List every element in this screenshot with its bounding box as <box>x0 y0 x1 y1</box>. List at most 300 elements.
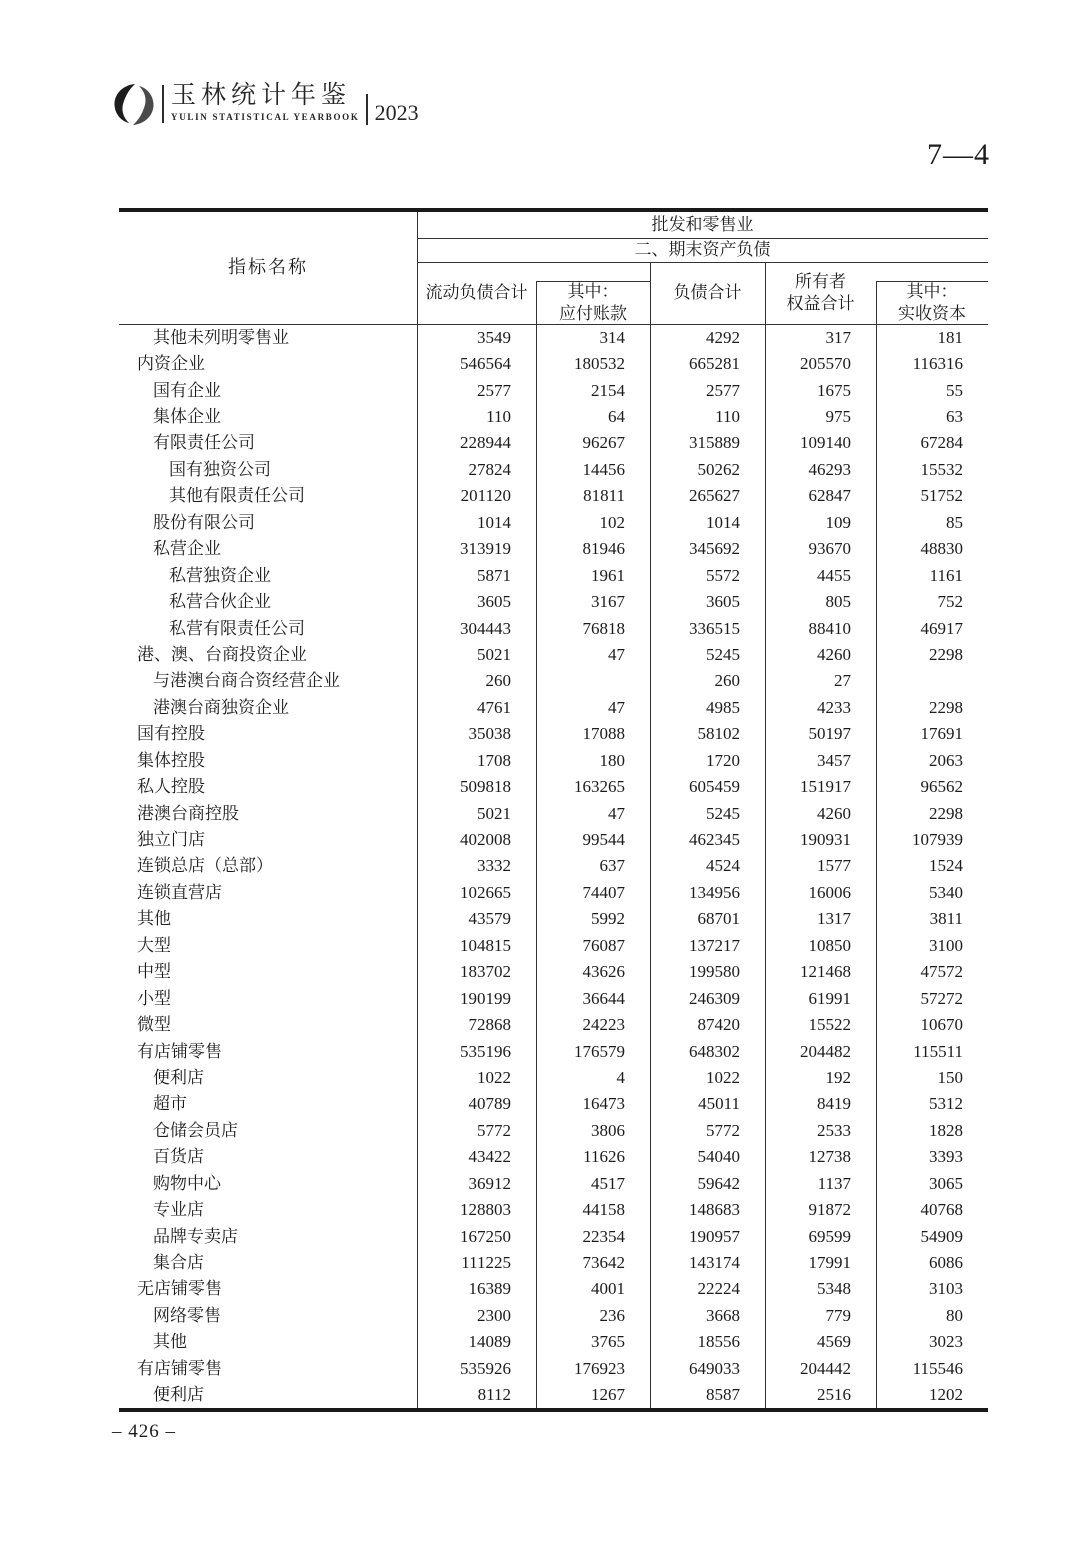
cell-paid-in-capital: 67284 <box>920 433 963 453</box>
cell-owners-equity: 15522 <box>808 1015 851 1035</box>
table-row <box>119 1091 988 1117</box>
cell-current-liabilities: 190199 <box>460 988 511 1008</box>
table-row <box>119 800 988 826</box>
table-row <box>119 641 988 667</box>
row-label: 网络零售 <box>153 1305 221 1325</box>
cell-accounts-payable: 5992 <box>591 909 625 929</box>
cell-owners-equity: 88410 <box>808 618 851 638</box>
cell-accounts-payable: 180 <box>599 750 625 770</box>
page-number: – 426 – <box>112 1421 176 1442</box>
row-label: 港、澳、台商投资企业 <box>137 644 307 664</box>
cell-owners-equity: 4569 <box>817 1332 851 1352</box>
cell-current-liabilities: 4761 <box>477 697 511 717</box>
cell-owners-equity: 91872 <box>808 1200 851 1220</box>
cell-owners-equity: 205570 <box>800 354 851 374</box>
cell-paid-in-capital: 17691 <box>920 724 963 744</box>
cell-accounts-payable: 47 <box>608 803 625 823</box>
cell-paid-in-capital: 3103 <box>929 1279 963 1299</box>
cell-accounts-payable: 16473 <box>582 1094 625 1114</box>
header-accounts-payable: 其中： 应付账款 <box>559 281 627 323</box>
cell-current-liabilities: 43579 <box>468 909 511 929</box>
cell-total-liabilities: 336515 <box>689 618 740 638</box>
cell-paid-in-capital: 116316 <box>912 354 963 374</box>
header-current-liabilities: 流动负债合计 <box>425 283 528 303</box>
table-row <box>119 721 988 747</box>
cell-accounts-payable: 11626 <box>583 1147 625 1167</box>
cell-total-liabilities: 22224 <box>697 1279 740 1299</box>
cell-accounts-payable: 22354 <box>582 1226 625 1246</box>
cell-paid-in-capital: 57272 <box>920 988 963 1008</box>
row-label: 购物中心 <box>153 1173 221 1193</box>
cell-paid-in-capital: 1161 <box>929 565 963 585</box>
cell-current-liabilities: 27824 <box>468 459 511 479</box>
cell-current-liabilities: 2300 <box>477 1305 511 1325</box>
cell-current-liabilities: 183702 <box>460 962 511 982</box>
row-label: 有店铺零售 <box>137 1041 222 1061</box>
table-row <box>119 483 988 509</box>
cell-accounts-payable: 47 <box>608 697 625 717</box>
cell-total-liabilities: 462345 <box>689 830 740 850</box>
cell-owners-equity: 2533 <box>817 1120 851 1140</box>
row-label: 大型 <box>137 935 171 955</box>
cell-owners-equity: 27 <box>834 671 851 691</box>
cell-paid-in-capital: 5340 <box>929 882 963 902</box>
table-row <box>119 350 988 376</box>
yearbook-year: 2023 <box>374 100 419 125</box>
row-label: 独立门店 <box>137 830 205 850</box>
table-row <box>119 430 988 456</box>
header-indicator-name: 指标名称 <box>228 257 308 278</box>
cell-paid-in-capital: 10670 <box>920 1015 963 1035</box>
table-row <box>119 747 988 773</box>
cell-total-liabilities: 665281 <box>689 354 740 374</box>
cell-total-liabilities: 4292 <box>706 327 740 347</box>
cell-accounts-payable: 81811 <box>583 486 625 506</box>
cell-current-liabilities: 111225 <box>461 1253 511 1273</box>
table-row <box>119 562 988 588</box>
cell-total-liabilities: 110 <box>715 407 740 427</box>
cell-current-liabilities: 3549 <box>477 327 511 347</box>
cell-current-liabilities: 8112 <box>477 1385 511 1405</box>
cell-total-liabilities: 137217 <box>689 935 740 955</box>
cell-accounts-payable: 176579 <box>574 1041 625 1061</box>
cell-current-liabilities: 167250 <box>460 1226 511 1246</box>
cell-current-liabilities: 5021 <box>477 803 511 823</box>
table-row <box>119 773 988 799</box>
row-label: 集合店 <box>153 1253 204 1273</box>
cell-owners-equity: 2516 <box>817 1385 851 1405</box>
table-row <box>119 1038 988 1064</box>
table-row <box>119 1276 988 1302</box>
cell-paid-in-capital: 2298 <box>929 644 963 664</box>
cell-owners-equity: 1675 <box>817 380 851 400</box>
cell-owners-equity: 779 <box>825 1305 851 1325</box>
cell-current-liabilities: 128803 <box>460 1200 511 1220</box>
cell-total-liabilities: 4524 <box>706 856 740 876</box>
cell-paid-in-capital: 47572 <box>920 962 963 982</box>
cell-paid-in-capital: 2298 <box>929 803 963 823</box>
cell-paid-in-capital: 3023 <box>929 1332 963 1352</box>
row-label: 其他 <box>153 1332 187 1352</box>
cell-total-liabilities: 605459 <box>689 777 740 797</box>
cell-paid-in-capital: 54909 <box>920 1226 963 1246</box>
cell-paid-in-capital: 3100 <box>929 935 963 955</box>
statistics-table <box>119 208 988 1412</box>
table-row <box>119 1064 988 1090</box>
cell-current-liabilities: 2577 <box>477 380 511 400</box>
cell-owners-equity: 3457 <box>817 750 851 770</box>
cell-current-liabilities: 14089 <box>468 1332 511 1352</box>
row-label: 私营企业 <box>153 539 221 559</box>
cell-accounts-payable: 1961 <box>591 565 625 585</box>
cell-total-liabilities: 649033 <box>689 1358 740 1378</box>
cell-paid-in-capital: 46917 <box>920 618 963 638</box>
cell-owners-equity: 1577 <box>817 856 851 876</box>
cell-paid-in-capital: 48830 <box>920 539 963 559</box>
cell-total-liabilities: 58102 <box>697 724 740 744</box>
cell-paid-in-capital: 15532 <box>920 459 963 479</box>
table-row <box>119 906 988 932</box>
cell-owners-equity: 805 <box>825 592 851 612</box>
cell-current-liabilities: 5871 <box>477 565 511 585</box>
cell-accounts-payable: 14456 <box>582 459 625 479</box>
table-row <box>119 1302 988 1328</box>
table-row <box>119 879 988 905</box>
row-label: 便利店 <box>153 1067 204 1087</box>
row-label: 微型 <box>137 1015 171 1035</box>
cell-total-liabilities: 87420 <box>697 1015 740 1035</box>
cell-current-liabilities: 1014 <box>477 512 511 532</box>
cell-total-liabilities: 2577 <box>706 380 740 400</box>
row-label: 百货店 <box>153 1147 204 1167</box>
cell-paid-in-capital: 63 <box>946 407 963 427</box>
cell-current-liabilities: 1708 <box>477 750 511 770</box>
cell-total-liabilities: 5772 <box>706 1120 740 1140</box>
cell-paid-in-capital: 107939 <box>912 830 963 850</box>
row-label: 其他未列明零售业 <box>153 327 289 347</box>
cell-current-liabilities: 104815 <box>460 935 511 955</box>
cell-current-liabilities: 43422 <box>468 1147 511 1167</box>
row-label: 与港澳台商合资经营企业 <box>153 671 340 691</box>
header-group: 批发和零售业 <box>651 215 754 235</box>
cell-paid-in-capital: 115546 <box>912 1358 963 1378</box>
row-label: 股份有限公司 <box>153 512 255 532</box>
table-row <box>119 1382 988 1408</box>
cell-owners-equity: 16006 <box>808 882 851 902</box>
cell-owners-equity: 4260 <box>817 644 851 664</box>
row-label: 港澳台商控股 <box>137 803 239 823</box>
cell-owners-equity: 109140 <box>800 433 851 453</box>
table-row <box>119 1329 988 1355</box>
cell-current-liabilities: 201120 <box>460 486 511 506</box>
cell-current-liabilities: 228944 <box>460 433 511 453</box>
cell-owners-equity: 4233 <box>817 697 851 717</box>
table-body <box>119 324 988 1408</box>
cell-accounts-payable: 43626 <box>582 962 625 982</box>
cell-total-liabilities: 3605 <box>706 592 740 612</box>
cell-total-liabilities: 45011 <box>698 1094 740 1114</box>
cell-accounts-payable: 3765 <box>591 1332 625 1352</box>
cell-owners-equity: 975 <box>825 407 851 427</box>
table-row <box>119 536 988 562</box>
cell-paid-in-capital: 40768 <box>920 1200 963 1220</box>
cell-total-liabilities: 246309 <box>689 988 740 1008</box>
cell-total-liabilities: 5572 <box>706 565 740 585</box>
row-label: 国有控股 <box>137 724 205 744</box>
cell-total-liabilities: 345692 <box>689 539 740 559</box>
cell-current-liabilities: 36912 <box>468 1173 511 1193</box>
cell-paid-in-capital: 2298 <box>929 697 963 717</box>
cell-accounts-payable: 236 <box>599 1305 625 1325</box>
cell-owners-equity: 109 <box>825 512 851 532</box>
cell-accounts-payable: 314 <box>599 327 625 347</box>
table-row <box>119 1011 988 1037</box>
cell-total-liabilities: 648302 <box>689 1041 740 1061</box>
table-row <box>119 1144 988 1170</box>
cell-owners-equity: 93670 <box>808 539 851 559</box>
table-row <box>119 1117 988 1143</box>
cell-total-liabilities: 260 <box>714 671 740 691</box>
cell-paid-in-capital: 96562 <box>920 777 963 797</box>
cell-owners-equity: 12738 <box>808 1147 851 1167</box>
cell-owners-equity: 204482 <box>800 1041 851 1061</box>
table-row <box>119 1196 988 1222</box>
cell-accounts-payable: 3806 <box>591 1120 625 1140</box>
cell-total-liabilities: 1014 <box>706 512 740 532</box>
table-row <box>119 694 988 720</box>
cell-current-liabilities: 260 <box>485 671 511 691</box>
cell-owners-equity: 46293 <box>808 459 851 479</box>
cell-accounts-payable: 74407 <box>582 882 625 902</box>
table-row <box>119 1170 988 1196</box>
cell-current-liabilities: 3605 <box>477 592 511 612</box>
row-label: 集体控股 <box>137 750 205 770</box>
cell-owners-equity: 121468 <box>800 962 851 982</box>
row-label: 私人控股 <box>137 777 205 797</box>
cell-paid-in-capital: 85 <box>946 512 963 532</box>
cell-accounts-payable: 637 <box>599 856 625 876</box>
row-label: 中型 <box>137 962 171 982</box>
table-row <box>119 324 988 350</box>
cell-paid-in-capital: 51752 <box>920 486 963 506</box>
table-row <box>119 588 988 614</box>
cell-paid-in-capital: 752 <box>937 592 963 612</box>
cell-total-liabilities: 50262 <box>697 459 740 479</box>
cell-accounts-payable: 17088 <box>582 724 625 744</box>
cell-owners-equity: 62847 <box>808 486 851 506</box>
table-row <box>119 615 988 641</box>
header-owners-equity: 所有者 权益合计 <box>786 272 855 313</box>
row-label: 连锁总店（总部） <box>137 856 273 876</box>
cell-current-liabilities: 5021 <box>477 644 511 664</box>
header-total-liabilities: 负债合计 <box>673 283 742 303</box>
header-paid-in-capital: 其中： 实收资本 <box>898 281 966 323</box>
cell-owners-equity: 8419 <box>817 1094 851 1114</box>
row-label: 仓储会员店 <box>153 1120 238 1140</box>
row-label: 私营合伙企业 <box>169 592 271 612</box>
row-label: 私营独资企业 <box>169 565 271 585</box>
table-row <box>119 456 988 482</box>
table-row <box>119 377 988 403</box>
cell-accounts-payable: 99544 <box>582 830 625 850</box>
cell-current-liabilities: 313919 <box>460 539 511 559</box>
cell-current-liabilities: 40789 <box>468 1094 511 1114</box>
cell-paid-in-capital: 5312 <box>929 1094 963 1114</box>
row-label: 私营有限责任公司 <box>169 618 305 638</box>
cell-total-liabilities: 1022 <box>706 1067 740 1087</box>
cell-total-liabilities: 134956 <box>689 882 740 902</box>
cell-current-liabilities: 535196 <box>460 1041 511 1061</box>
cell-paid-in-capital: 6086 <box>929 1253 963 1273</box>
cell-owners-equity: 1137 <box>817 1173 851 1193</box>
row-label: 有店铺零售 <box>137 1358 222 1378</box>
cell-accounts-payable: 64 <box>608 407 625 427</box>
cell-owners-equity: 317 <box>825 327 851 347</box>
table-row <box>119 509 988 535</box>
table-row <box>119 985 988 1011</box>
cell-accounts-payable: 47 <box>608 644 625 664</box>
row-label: 其他有限责任公司 <box>169 486 305 506</box>
yearbook-logo-icon <box>112 82 156 126</box>
cell-paid-in-capital: 1202 <box>929 1385 963 1405</box>
brand-divider <box>162 85 164 123</box>
cell-total-liabilities: 54040 <box>697 1147 740 1167</box>
row-label: 国有企业 <box>153 380 221 400</box>
row-label: 港澳台商独资企业 <box>153 697 289 717</box>
table-row <box>119 826 988 852</box>
row-label: 小型 <box>137 988 171 1008</box>
cell-owners-equity: 10850 <box>808 935 851 955</box>
cell-paid-in-capital: 181 <box>937 327 963 347</box>
cell-owners-equity: 69599 <box>808 1226 851 1246</box>
cell-accounts-payable: 4 <box>616 1067 625 1087</box>
cell-owners-equity: 4455 <box>817 565 851 585</box>
table-row <box>119 668 988 694</box>
cell-accounts-payable: 1267 <box>591 1385 625 1405</box>
cell-owners-equity: 190931 <box>800 830 851 850</box>
cell-current-liabilities: 546564 <box>460 354 511 374</box>
cell-accounts-payable: 2154 <box>591 380 625 400</box>
row-label: 有限责任公司 <box>153 433 255 453</box>
row-label: 其他 <box>137 909 171 929</box>
cell-current-liabilities: 110 <box>486 407 511 427</box>
cell-accounts-payable: 4517 <box>591 1173 625 1193</box>
cell-accounts-payable: 102 <box>599 512 625 532</box>
cell-current-liabilities: 16389 <box>468 1279 511 1299</box>
row-label: 国有独资公司 <box>169 459 271 479</box>
row-label: 便利店 <box>153 1385 204 1405</box>
brand-divider-2 <box>366 94 368 125</box>
cell-total-liabilities: 18556 <box>697 1332 740 1352</box>
cell-total-liabilities: 148683 <box>689 1200 740 1220</box>
cell-owners-equity: 4260 <box>817 803 851 823</box>
cell-total-liabilities: 190957 <box>689 1226 740 1246</box>
cell-total-liabilities: 265627 <box>689 486 740 506</box>
cell-owners-equity: 204442 <box>800 1358 851 1378</box>
cell-accounts-payable: 73642 <box>582 1253 625 1273</box>
cell-accounts-payable: 24223 <box>582 1015 625 1035</box>
yearbook-title-en: YULIN STATISTICAL YEARBOOK <box>171 111 360 122</box>
cell-owners-equity: 151917 <box>800 777 851 797</box>
table-number: 7—4 <box>927 138 990 171</box>
cell-accounts-payable: 81946 <box>582 539 625 559</box>
cell-total-liabilities: 5245 <box>706 803 740 823</box>
table-row <box>119 1249 988 1275</box>
cell-accounts-payable: 163265 <box>574 777 625 797</box>
cell-accounts-payable: 3167 <box>591 592 625 612</box>
cell-accounts-payable: 96267 <box>582 433 625 453</box>
cell-owners-equity: 1317 <box>817 909 851 929</box>
cell-current-liabilities: 72868 <box>468 1015 511 1035</box>
cell-paid-in-capital: 1524 <box>929 856 963 876</box>
cell-current-liabilities: 1022 <box>477 1067 511 1087</box>
yearbook-title-cn: 玉林统计年鉴 <box>171 82 352 109</box>
cell-accounts-payable: 180532 <box>574 354 625 374</box>
cell-paid-in-capital: 80 <box>946 1305 963 1325</box>
cell-accounts-payable: 36644 <box>582 988 625 1008</box>
table-bottom-border <box>119 1408 988 1412</box>
header-section: 二、期末资产负债 <box>634 240 771 260</box>
cell-accounts-payable: 76087 <box>582 935 625 955</box>
cell-owners-equity: 50197 <box>808 724 851 744</box>
table-row <box>119 959 988 985</box>
row-label: 内资企业 <box>137 354 205 374</box>
cell-total-liabilities: 315889 <box>689 433 740 453</box>
row-label: 专业店 <box>153 1200 204 1220</box>
cell-current-liabilities: 535926 <box>460 1358 511 1378</box>
cell-total-liabilities: 5245 <box>706 644 740 664</box>
cell-paid-in-capital: 3811 <box>929 909 963 929</box>
cell-paid-in-capital: 1828 <box>929 1120 963 1140</box>
cell-current-liabilities: 3332 <box>477 856 511 876</box>
row-label: 连锁直营店 <box>137 882 222 902</box>
table-row <box>119 1355 988 1381</box>
cell-paid-in-capital: 150 <box>937 1067 963 1087</box>
cell-total-liabilities: 143174 <box>689 1253 740 1273</box>
table-row <box>119 1223 988 1249</box>
table-row <box>119 403 988 429</box>
cell-current-liabilities: 5772 <box>477 1120 511 1140</box>
yearbook-brand <box>112 82 419 126</box>
cell-accounts-payable: 76818 <box>582 618 625 638</box>
cell-total-liabilities: 1720 <box>706 750 740 770</box>
cell-total-liabilities: 3668 <box>706 1305 740 1325</box>
cell-owners-equity: 17991 <box>808 1253 851 1273</box>
cell-paid-in-capital: 2063 <box>929 750 963 770</box>
table-row <box>119 853 988 879</box>
row-label: 无店铺零售 <box>137 1279 222 1299</box>
cell-total-liabilities: 59642 <box>697 1173 740 1193</box>
cell-owners-equity: 61991 <box>808 988 851 1008</box>
cell-total-liabilities: 68701 <box>697 909 740 929</box>
cell-accounts-payable: 176923 <box>574 1358 625 1378</box>
cell-current-liabilities: 35038 <box>468 724 511 744</box>
cell-paid-in-capital: 115511 <box>913 1041 963 1061</box>
cell-current-liabilities: 402008 <box>460 830 511 850</box>
row-label: 集体企业 <box>153 407 221 427</box>
cell-owners-equity: 5348 <box>817 1279 851 1299</box>
cell-paid-in-capital: 55 <box>946 380 963 400</box>
cell-paid-in-capital: 3393 <box>929 1147 963 1167</box>
cell-accounts-payable: 44158 <box>582 1200 625 1220</box>
cell-total-liabilities: 199580 <box>689 962 740 982</box>
table-row <box>119 932 988 958</box>
cell-owners-equity: 192 <box>825 1067 851 1087</box>
cell-current-liabilities: 509818 <box>460 777 511 797</box>
cell-paid-in-capital: 3065 <box>929 1173 963 1193</box>
cell-total-liabilities: 8587 <box>706 1385 740 1405</box>
row-label: 超市 <box>153 1094 187 1114</box>
